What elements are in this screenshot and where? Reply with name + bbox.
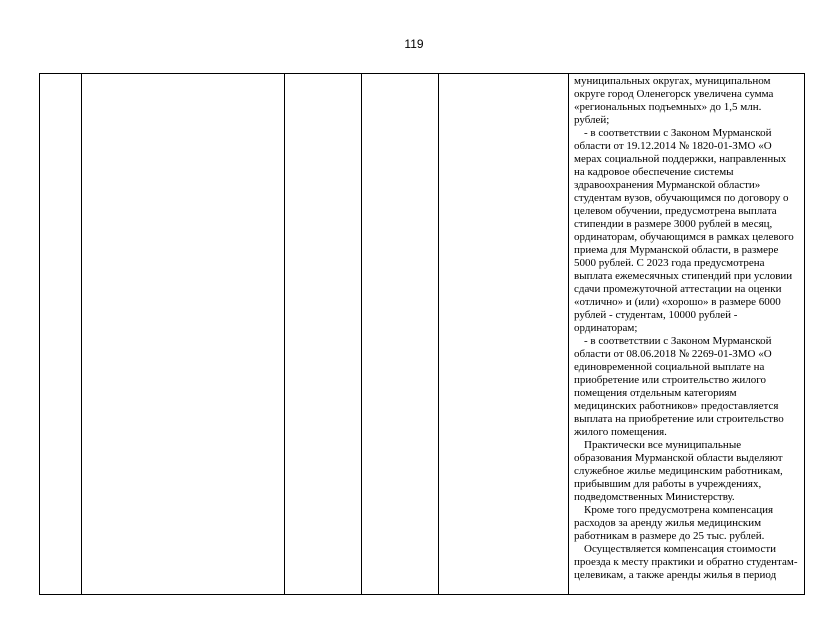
table-cell-description [569,74,805,595]
paragraph-stipend-law: - в соответствии с Законом Мурманской области от 19.12.2014 № 1820-01-ЗМО «О мерах социальной поддержки, направленных на кадровое обеспечение системы здравоохранения Мурманской области» студентам вузов, обучающимся по договору о целевом обучении, предусмотрена выплата стипендии в размере 3000 рублей в месяц, ординаторам, обучающимся в рамках целевого приема для Мурманской области, в размере 5000 рублей. С 2023 года предусмотрена выплата ежемесячных стипендий при условии сдачи промежуточной аттестации на оценки «отлично» и (или) «хорошо» в размере 6000 рублей - студентам, 10000 рублей - ординаторам; [574,127,794,334]
report-table [39,73,805,595]
table-cell-col5 [439,74,569,595]
table-cell-col3 [285,74,362,595]
paragraph-travel-compensation: Осуществляется компенсация стоимости проезда к месту практики и обратно студентам- целевикам, а также аренды жилья в период [574,543,798,581]
paragraph-regional-allowance: муниципальных округах, муниципальном округе город Оленегорск увеличена сумма «региональных подъемных» до 1,5 млн. рублей; [574,75,774,126]
page-number: 119 [404,37,424,51]
table-cell-col4 [362,74,439,595]
table-cell-col1 [40,74,82,595]
table-row [40,74,805,595]
paragraph-rent-compensation: Кроме того предусмотрена компенсация расходов за аренду жилья медицинским работникам в размере до 25 тыс. рублей. [574,504,774,542]
paragraph-housing-payment-law: - в соответствии с Законом Мурманской области от 08.06.2018 № 2269-01-ЗМО «О единовременной социальной выплате на приобретение или строительство жилого помещения отдельным категориям медицинских работников» предоставляется выплата на приобретение или строительство жилого помещения. [574,335,784,438]
table-cell-col2 [82,74,285,595]
paragraph-service-housing: Практически все муниципальные образования Мурманской области выделяют служебное жилье медицинским работникам, прибывшим для работы в учреждениях, подведомственных Министерству. [574,439,783,503]
